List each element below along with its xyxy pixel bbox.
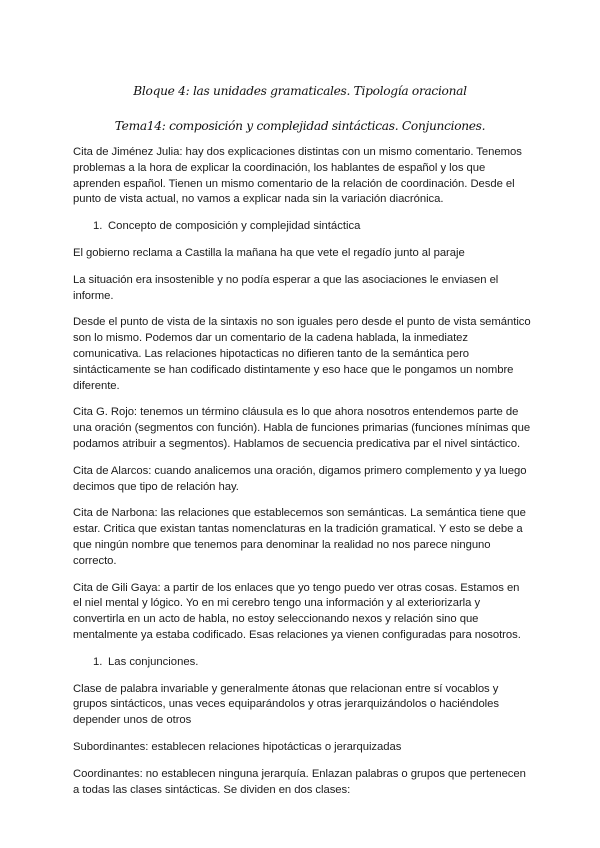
paragraph-coordinantes: Coordinantes: no establecen ninguna jerarquía. Enlazan palabras o grupos que pertenecen a todas las clases sintácticas. Se dividen en dos clases:	[73, 767, 526, 796]
list-item-text: Concepto de composición y complejidad sintáctica	[108, 220, 361, 233]
topic-title: Tema14: composición y complejidad sintácticas. Conjunciones.	[114, 119, 486, 133]
document-body	[73, 145, 531, 798]
list-number: 1.	[93, 655, 103, 668]
list-number: 1.	[93, 220, 103, 233]
paragraph-narbona: Cita de Narbona: las relaciones que establecemos son semánticas. La semántica tiene que estar. Critica que existan tantas nomenclaturas en la tradición gramatical. Y esto se debe a que ningún nombre que tenemos para denominar la realidad no nos parece ninguno correcto.	[73, 507, 526, 567]
paragraph-definicion: Clase de palabra invariable y generalmente átonas que relacionan entre sí vocablos y grupos sintácticos, unas veces equiparándolos y otras jerarquizándolos o haciéndoles depender unos de otros	[73, 682, 499, 727]
paragraph-example-1: El gobierno reclama a Castilla la mañana ha que vete el regadío junto al paraje	[73, 246, 465, 259]
paragraph-sintaxis: Desde el punto de vista de la sintaxis no son iguales pero desde el punto de vista semántico son lo mismo. Podemos dar un comentario de la cadena hablada, la inmediatez comunicativa. Las relaciones hipotacticas no difieren tanto de la semántica pero sintácticamente se han codificado distintamente y eso hace que le pongamos un nombre diferente.	[73, 316, 531, 392]
list-item-text: Las conjunciones.	[108, 655, 199, 668]
paragraph-example-2: La situación era insostenible y no podía esperar a que las asociaciones le enviasen el informe.	[73, 273, 499, 302]
list-item-concepto	[93, 219, 531, 235]
paragraph-gili-gaya: Cita de Gili Gaya: a partir de los enlaces que yo tengo puedo ver otras cosas. Estamos en el niel mental y lógico. Yo en mi cerebro tengo una información y al exteriorizarla y convertirla en un acto de habla, no estoy seleccionando nexos y relación sino que mentalmente ya estaba codificado. Esas relaciones ya vienen configuradas para nosotros.	[73, 581, 521, 641]
paragraph-jimenez-julia: Cita de Jiménez Julia: hay dos explicaciones distintas con un mismo comentario. Tenemos problemas a la hora de explicar la coordinación, los hablantes de español y los que aprenden español. Tienen un mismo comentario de la relación de coordinación. Desde el punto de vista actual, no vamos a explicar nada sin la variación diacrónica.	[73, 146, 522, 206]
paragraph-alarcos: Cita de Alarcos: cuando analicemos una oración, digamos primero complemento y ya luego decimos que tipo de relación hay.	[73, 464, 527, 493]
list-item-conjunciones	[93, 655, 531, 671]
paragraph-rojo: Cita G. Rojo: tenemos un término cláusula es lo que ahora nosotros entendemos parte de una oración (segmentos con función). Habla de funciones primarias (funciones mínimas que podamos atribuir a segmentos). Hablamos de secuencia predicativa par el nivel sintáctico.	[73, 406, 531, 450]
paragraph-subordinantes: Subordinantes: establecen relaciones hipotácticas o jerarquizadas	[73, 740, 402, 753]
block-title: Bloque 4: las unidades gramaticales. Tipología oracional	[133, 84, 467, 98]
